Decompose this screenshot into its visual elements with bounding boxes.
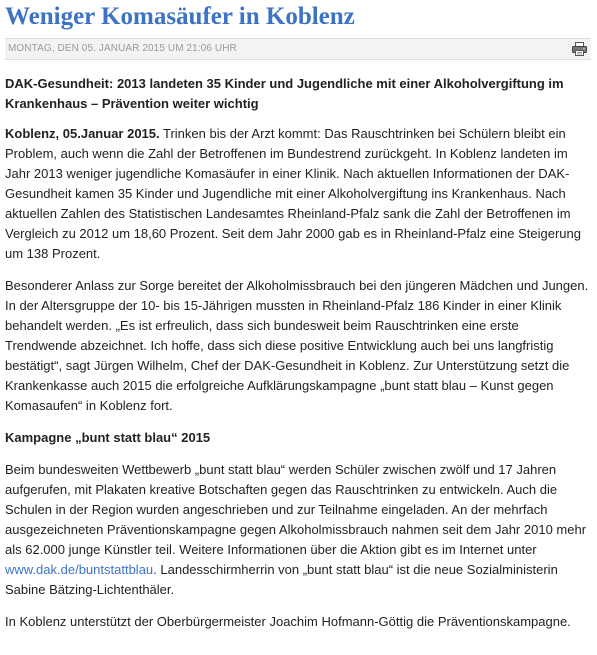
spacer	[5, 264, 591, 276]
spacer	[5, 600, 591, 612]
section-heading: Kampagne „bunt statt blau“ 2015	[5, 430, 211, 445]
paragraph-1	[5, 124, 591, 264]
spacer	[5, 416, 591, 428]
dateline: Koblenz, 05.Januar 2015.	[5, 126, 160, 141]
article-date: MONTAG, DEN 05. JANUAR 2015 UM 21:06 UHR	[8, 43, 237, 54]
spacer	[5, 114, 591, 124]
spacer	[5, 448, 591, 460]
campaign-link[interactable]: www.dak.de/buntstattblau	[5, 562, 154, 577]
paragraph-3-text-a: Beim bundesweiten Wettbewerb „bunt statt blau“ werden Schüler zwischen zwölf und 17 Jahren aufgerufen, mit Plakaten kreative Botschaften gegen das Rauschtrinken zu entwickeln. Auch die Schulen in der Region wurden angeschrieben und zur Teilnahme eingeladen. An der mehrfach ausgezeichneten Präventionskampagne gegen Alkoholmissbrauch nahmen seit dem Jahr 2010 mehr als 62.000 junge Künstler teil. Weitere Informationen über die Aktion gibt es im Internet unter	[5, 462, 587, 557]
paragraph-2: Besonderer Anlass zur Sorge bereitet der Alkoholmissbrauch bei den jüngeren Mädchen und Jungen. In der Altersgruppe der 10- bis 15-Jährigen mussten in Rheinland-Pfalz 186 Kinder in einer Klinik behandelt werden. „Es ist erfreulich, dass sich bundesweit beim Rauschtrinken eine erste Trendwende abzeichnet. Ich hoffe, dass sich diese positive Entwicklung auch bei uns langfristig bestätigt“, sagt Jürgen Wilhelm, Chef der DAK-Gesundheit in Koblenz. Zur Unterstützung setzt die Krankenkasse auch 2015 die erfolgreiche Aufklärungskampagne „bunt statt blau – Kunst gegen Komasaufen“ in Koblenz fort.	[5, 278, 589, 413]
article-lead: DAK-Gesundheit: 2013 landeten 35 Kinder und Jugendliche mit einer Alkoholvergiftung im Krankenhaus – Prävention weiter wichtig	[5, 76, 564, 111]
printer-icon[interactable]	[572, 42, 587, 56]
article-title: Weniger Komasäufer in Koblenz	[5, 3, 355, 30]
paragraph-3	[5, 460, 591, 600]
printer-icon-graphic	[572, 42, 587, 56]
article-meta-bar	[5, 38, 591, 60]
article-body	[5, 74, 591, 632]
paragraph-3-text-b: . Landesschirmherrin von „bunt statt blau“ ist die neue Sozialministerin Sabine Bätzing-Lichtenthäler.	[5, 562, 558, 597]
paragraph-4: In Koblenz unterstützt der Oberbürgermeister Joachim Hofmann-Göttig die Präventionskampagne.	[5, 614, 571, 629]
paragraph-1-text: Trinken bis der Arzt kommt: Das Rauschtrinken bei Schülern bleibt ein Problem, auch wenn die Zahl der Betroffenen im Bundestrend zurückgeht. In Koblenz landeten im Jahr 2013 weniger jugendliche Komasäufer in einer Klinik. Nach aktuellen Informationen der DAK-Gesundheit kamen 35 Kinder und Jugendliche mit einer Alkoholvergiftung ins Krankenhaus. Nach aktuellen Zahlen des Statistischen Landesamtes Rheinland-Pfalz sank die Zahl der Betroffenen im Vergleich zu 2012 um 18,60 Prozent. Seit dem Jahr 2000 gab es in Rheinland-Pfalz eine Steigerung um 138 Prozent.	[5, 126, 581, 261]
